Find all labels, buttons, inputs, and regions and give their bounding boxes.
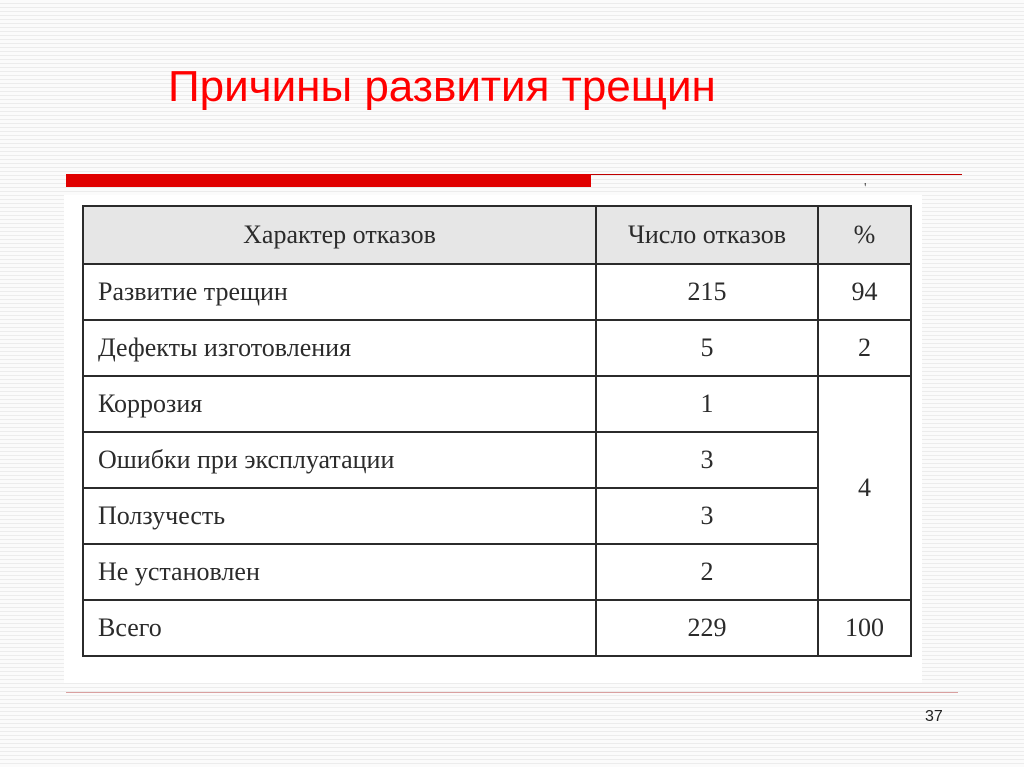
row-count: 1 [596,376,818,432]
table-header-row [83,206,911,264]
failures-table [82,205,912,657]
header-percent: % [818,206,911,264]
title-underline-thin [591,174,962,175]
total-count: 229 [596,600,818,656]
table-row [83,376,911,432]
row-name: Коррозия [83,376,596,432]
page-number: 37 [925,708,943,725]
corner-mark: ' [864,181,867,196]
slide-title: Причины развития трещин [168,62,716,111]
row-percent: 2 [818,320,911,376]
table-row [83,320,911,376]
row-count: 3 [596,488,818,544]
row-name: Ошибки при эксплуатации [83,432,596,488]
grouped-percent: 4 [818,376,911,600]
row-name: Не установлен [83,544,596,600]
row-count: 3 [596,432,818,488]
row-name: Дефекты изготовления [83,320,596,376]
row-name: Развитие трещин [83,264,596,320]
row-percent: 94 [818,264,911,320]
total-percent: 100 [818,600,911,656]
row-name: Ползучесть [83,488,596,544]
total-label: Всего [83,600,596,656]
table-row [83,264,911,320]
header-failure-count: Число отказов [596,206,818,264]
row-count: 2 [596,544,818,600]
table-row [83,544,911,600]
row-count: 215 [596,264,818,320]
title-underline-thick [66,174,591,187]
table-row [83,432,911,488]
table-total-row [83,600,911,656]
header-failure-type: Характер отказов [83,206,596,264]
table-row [83,488,911,544]
footer-divider [66,692,958,693]
row-count: 5 [596,320,818,376]
